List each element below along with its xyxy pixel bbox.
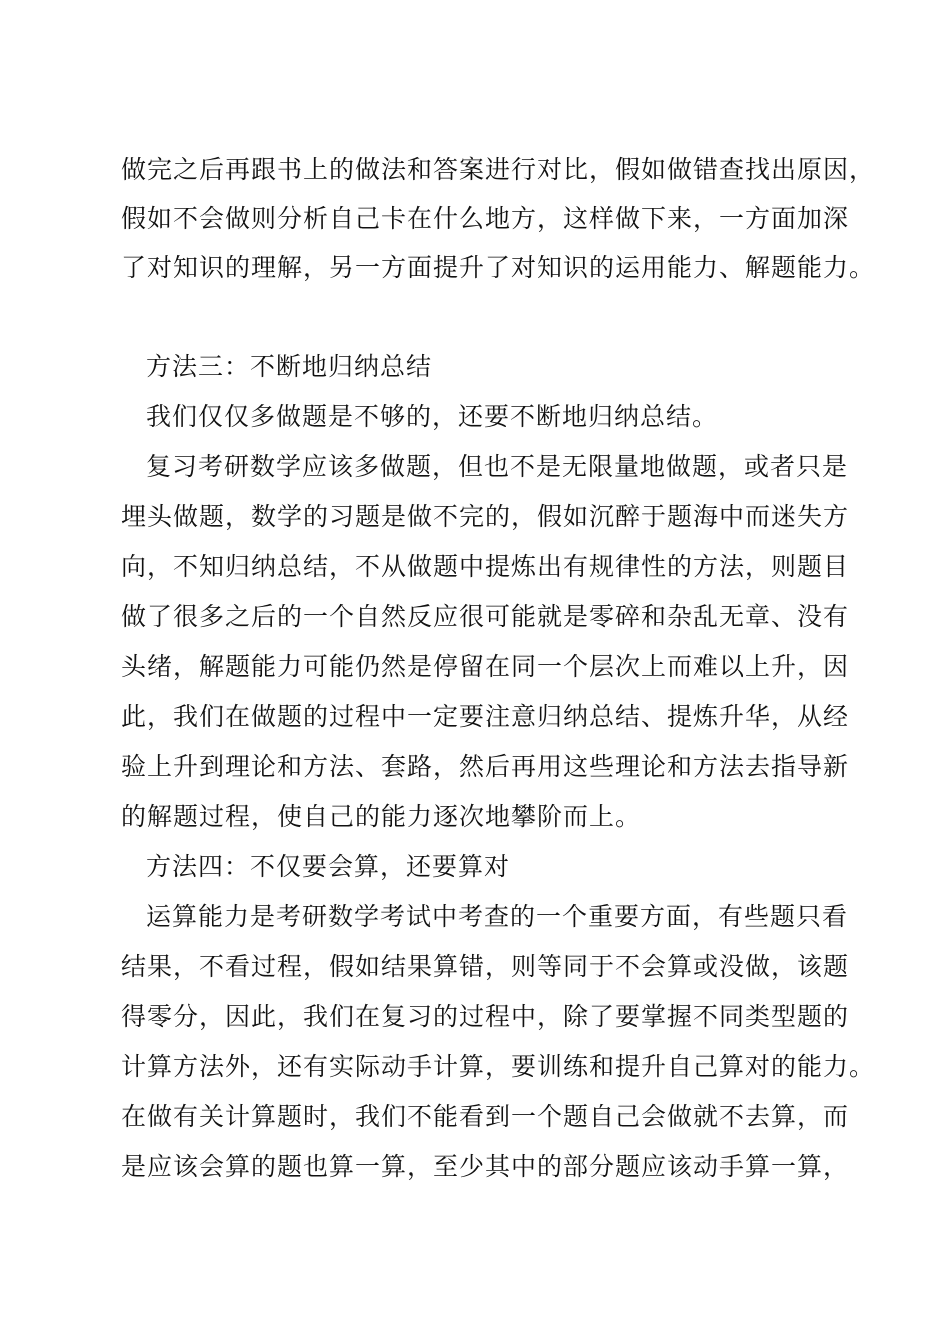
text-line: 在做有关计算题时，我们不能看到一个题自己会做就不去算，而	[121, 1102, 850, 1131]
text-line: 假如不会做则分析自己卡在什么地方，这样做下来，一方面加深	[121, 204, 850, 233]
text-line: 此，我们在做题的过程中一定要注意归纳总结、提炼升华，从经	[121, 702, 850, 731]
text-line: 复习考研数学应该多做题，但也不是无限量地做题，或者只是	[146, 452, 849, 481]
text-line: 得零分，因此，我们在复习的过程中，除了要掌握不同类型题的	[121, 1002, 850, 1031]
text-line: 结果，不看过程，假如结果算错，则等同于不会算或没做，该题	[121, 952, 850, 981]
text-line: 做了很多之后的一个自然反应很可能就是零碎和杂乱无章、没有	[121, 602, 850, 631]
text-line: 的解题过程，使自己的能力逐次地攀阶而上。	[121, 802, 642, 831]
text-line: 我们仅仅多做题是不够的，还要不断地归纳总结。	[146, 402, 719, 431]
section-heading: 方法三：不断地归纳总结	[146, 352, 433, 381]
section-heading: 方法四：不仅要会算，还要算对	[146, 852, 511, 881]
text-line: 做完之后再跟书上的做法和答案进行对比，假如做错查找出原因，	[121, 155, 876, 184]
text-line: 向，不知归纳总结，不从做题中提炼出有规律性的方法，则题目	[121, 552, 850, 581]
text-line: 是应该会算的题也算一算，至少其中的部分题应该动手算一算，	[121, 1152, 850, 1181]
text-line: 埋头做题，数学的习题是做不完的，假如沉醉于题海中而迷失方	[121, 502, 850, 531]
text-line: 头绪，解题能力可能仍然是停留在同一个层次上而难以上升，因	[121, 652, 850, 681]
text-line: 运算能力是考研数学考试中考查的一个重要方面，有些题只看	[146, 902, 849, 931]
text-line: 验上升到理论和方法、套路，然后再用这些理论和方法去指导新	[121, 752, 850, 781]
text-line: 计算方法外，还有实际动手计算，要训练和提升自己算对的能力。	[121, 1052, 876, 1081]
text-line: 了对知识的理解，另一方面提升了对知识的运用能力、解题能力。	[121, 253, 876, 282]
